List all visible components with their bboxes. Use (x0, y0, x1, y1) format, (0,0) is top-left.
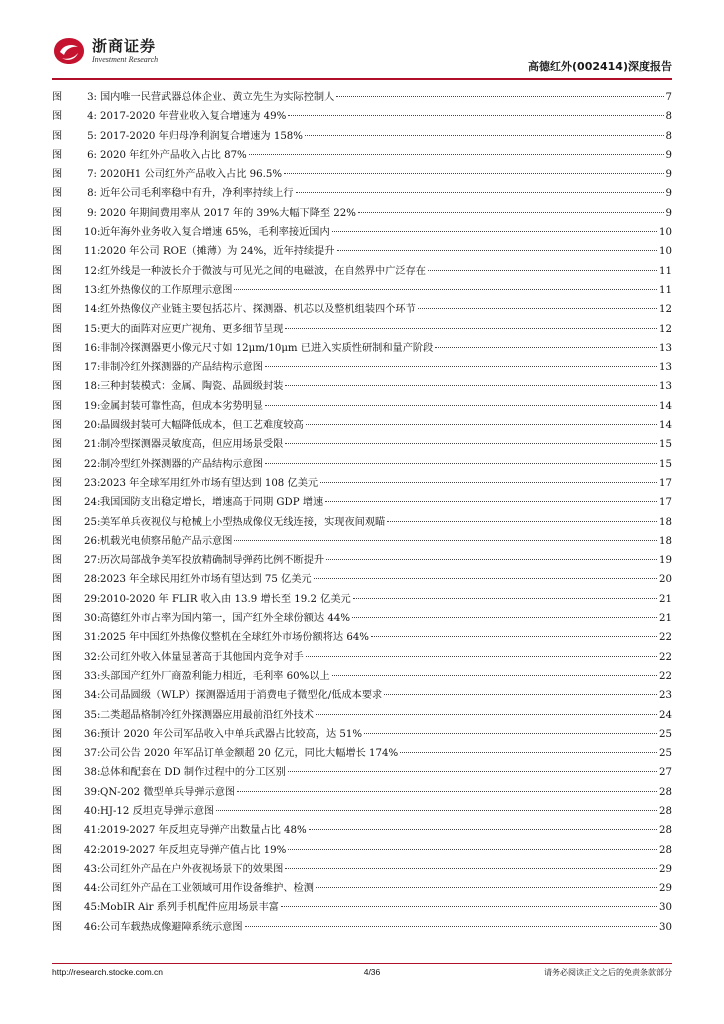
figure-number: 17: (84, 362, 101, 374)
page-ref: 17 (659, 497, 672, 509)
figure-title: 2023 年全球民用红外市场有望达到 75 亿美元 (100, 574, 312, 586)
dot-leader (284, 173, 664, 174)
toc-row[interactable] (52, 242, 672, 261)
page-ref: 13 (659, 381, 672, 393)
page-ref: 28 (659, 786, 672, 798)
toc-label: 图 (52, 246, 63, 258)
figure-title: 2025 年中国红外热像仪整机在全球红外市场份额将达 64% (100, 632, 369, 644)
figure-number: 38: (84, 767, 101, 779)
toc-row[interactable] (52, 918, 672, 937)
figure-title: 我国国防支出稳定增长，增速高于同期 GDP 增速 (100, 497, 324, 509)
dot-leader (353, 598, 657, 599)
logo-mark-icon (52, 36, 86, 66)
toc-row[interactable] (52, 300, 672, 319)
figure-number: 37: (84, 748, 101, 760)
figure-title: 2019-2027 年反坦克导弹产值占比 19% (100, 844, 287, 856)
toc-row[interactable] (52, 783, 672, 802)
toc-label: 图 (52, 400, 63, 412)
figure-number: 18: (84, 381, 101, 393)
toc-label: 图 (52, 825, 63, 837)
dot-leader (288, 849, 657, 850)
dot-leader (234, 540, 657, 541)
figure-number: 39: (84, 786, 101, 798)
toc-label: 图 (52, 670, 63, 682)
toc-row[interactable] (52, 551, 672, 570)
toc-row[interactable] (52, 860, 672, 879)
toc-label: 图 (52, 323, 63, 335)
toc-label: 图 (52, 651, 63, 663)
figure-number: 9: (87, 207, 97, 219)
figure-title: HJ-12 反坦克导弹示意图 (100, 805, 215, 817)
toc-label: 图 (52, 632, 63, 644)
figure-title: 历次局部战争美军投放精确制导弹药比例不断提升 (100, 555, 325, 567)
figure-title: 非制冷探测器更小像元尺寸如 12μm/10μm 已进入实质性研制和量产阶段 (100, 342, 434, 354)
dot-leader (281, 906, 657, 907)
dot-leader (332, 231, 657, 232)
figure-number: 12: (84, 265, 101, 277)
toc-row[interactable] (52, 262, 672, 281)
toc-label: 图 (52, 169, 63, 181)
dot-leader (296, 192, 664, 193)
toc-label: 图 (52, 111, 63, 123)
figure-title: 公司红外产品在工业领域可用作设备维护、检测 (100, 883, 314, 895)
figure-number: 29: (84, 593, 101, 605)
toc-row[interactable] (52, 88, 672, 107)
logo-name-en: Investment Research (92, 54, 159, 64)
figure-number: 28: (84, 574, 101, 586)
toc-label: 图 (52, 709, 63, 721)
figure-title: MobIR Air 系列手机配件应用场景丰富 (100, 902, 279, 914)
figure-title: 公司车载热成像避障系统示意图 (100, 921, 243, 933)
toc-label: 图 (52, 227, 63, 239)
page-ref: 13 (659, 362, 672, 374)
figure-title: 公司红外产品在户外夜视场景下的效果图 (100, 863, 284, 875)
page-ref: 22 (659, 632, 672, 644)
figure-number: 31: (84, 632, 101, 644)
figure-number: 21: (84, 439, 101, 451)
toc-label: 图 (52, 362, 63, 374)
figure-title: 2019-2027 年反坦克导弹产出数量占比 48% (100, 825, 307, 837)
toc-row[interactable] (52, 435, 672, 454)
toc-label: 图 (52, 342, 63, 354)
page-ref: 24 (659, 709, 672, 721)
figure-title: 2020 年红外产品收入占比 87% (100, 149, 247, 161)
figure-number: 23: (84, 477, 101, 489)
figure-title: 制冷型红外探测器的产品结构示意图 (100, 458, 263, 470)
figure-title: 总体和配套在 DD 制作过程中的分工区别 (100, 767, 286, 779)
page-ref: 17 (659, 477, 672, 489)
toc-row[interactable] (52, 358, 672, 377)
toc-row[interactable] (52, 590, 672, 609)
dot-leader (325, 501, 657, 502)
figure-title: 2020 年期间费用率从 2017 年的 39%大幅下降至 22% (100, 207, 356, 219)
figure-title: 近年公司毛利率稳中有升，净利率持续上行 (100, 188, 294, 200)
dot-leader (332, 675, 657, 676)
figure-title: 2020H1 公司红外产品收入占比 96.5% (100, 169, 283, 181)
page-ref: 21 (659, 613, 672, 625)
toc-label: 图 (52, 304, 63, 316)
figure-title: 2010-2020 年 FLIR 收入由 13.9 增长至 19.2 亿美元 (100, 593, 351, 605)
toc-row[interactable] (52, 281, 672, 300)
toc-row[interactable] (52, 107, 672, 126)
toc-row[interactable] (52, 146, 672, 165)
header-divider (52, 78, 672, 80)
dot-leader (384, 694, 657, 695)
toc-row[interactable] (52, 609, 672, 628)
figure-number: 26: (84, 535, 101, 547)
page-ref: 15 (659, 458, 672, 470)
figure-number: 16: (84, 342, 101, 354)
dot-leader (216, 810, 657, 811)
toc-row[interactable] (52, 821, 672, 840)
toc-label: 图 (52, 284, 63, 296)
dot-leader (428, 270, 657, 271)
dot-leader (306, 424, 657, 425)
toc-row[interactable] (52, 706, 672, 725)
dot-leader (245, 926, 657, 927)
figure-number: 3: (87, 92, 97, 103)
dot-leader (320, 482, 657, 483)
toc-label: 图 (52, 728, 63, 740)
dot-leader (285, 328, 657, 329)
dot-leader (237, 791, 657, 792)
page-ref: 9 (665, 149, 672, 161)
toc-label: 图 (52, 535, 63, 547)
page-ref: 19 (659, 555, 672, 567)
company-logo (52, 36, 158, 66)
toc-label: 图 (52, 149, 63, 161)
dot-leader (358, 212, 664, 213)
figure-number: 44: (84, 883, 101, 895)
dot-leader (337, 250, 657, 251)
figure-number: 24: (84, 497, 101, 509)
figure-title: 非制冷红外探测器的产品结构示意图 (100, 362, 263, 374)
dot-leader (316, 714, 657, 715)
footer-url-link[interactable]: http://research.stocke.com.cn (52, 967, 164, 977)
figure-number: 6: (87, 149, 97, 161)
page-ref: 28 (659, 805, 672, 817)
dot-leader (371, 636, 657, 637)
toc-label: 图 (52, 458, 63, 470)
figure-title: 公司红外收入体量显著高于其他国内竞争对手 (100, 651, 304, 663)
disclaimer-text: 请务必阅读正文之后的免责条款部分 (544, 968, 672, 977)
figure-number: 36: (84, 728, 101, 740)
figure-title: QN-202 微型单兵导弹示意图 (100, 786, 236, 798)
figure-title: 公司晶圆级（WLP）探测器适用于消费电子微型化/低成本要求 (100, 690, 383, 702)
dot-leader (285, 868, 657, 869)
dot-leader (418, 308, 657, 309)
figure-number: 45: (84, 902, 101, 914)
dot-leader (306, 656, 657, 657)
figure-title: 头部国产红外厂商盈利能力相近，毛利率 60%以上 (100, 670, 330, 682)
page-ref: 11 (659, 284, 672, 296)
toc-label: 图 (52, 690, 63, 702)
figure-number: 43: (84, 863, 101, 875)
toc-row[interactable] (52, 320, 672, 339)
toc-label: 图 (52, 593, 63, 605)
figure-title: 2017-2020 年归母净利润复合增速为 158% (100, 130, 303, 142)
toc-row[interactable] (52, 339, 672, 358)
page-ref: 20 (659, 574, 672, 586)
figure-title: 二类超晶格制冷红外探测器应用最前沿红外技术 (100, 709, 314, 721)
figure-number: 34: (84, 690, 101, 702)
toc-label: 图 (52, 748, 63, 760)
figure-number: 19: (84, 400, 101, 412)
figure-number: 8: (87, 188, 97, 200)
toc-label: 图 (52, 92, 63, 103)
page-ref: 18 (659, 535, 672, 547)
figure-number: 41: (84, 825, 101, 837)
page-ref: 30 (659, 921, 672, 933)
dot-leader (288, 115, 663, 116)
toc-label: 图 (52, 130, 63, 142)
page-ref: 15 (659, 439, 672, 451)
page-ref: 29 (659, 863, 672, 875)
figure-title: 红外线是一种波长介于微波与可见光之间的电磁波，在自然界中广泛存在 (100, 265, 426, 277)
toc-label: 图 (52, 613, 63, 625)
toc-label: 图 (52, 902, 63, 914)
figure-number: 4: (87, 111, 97, 123)
page-ref: 10 (659, 227, 672, 239)
figure-number: 13: (84, 284, 101, 296)
toc-row[interactable] (52, 474, 672, 493)
figure-number: 15: (84, 323, 101, 335)
page-ref: 12 (659, 323, 672, 335)
toc-row[interactable] (52, 802, 672, 821)
figure-title: 国内唯一民营武器总体企业、黄立先生为实际控制人 (100, 92, 335, 103)
page-ref: 21 (659, 593, 672, 605)
toc-label: 图 (52, 921, 63, 933)
page-ref: 9 (665, 169, 672, 181)
figure-title: 红外热像仪的工作原理示意图 (100, 284, 233, 296)
toc-row[interactable] (52, 377, 672, 396)
dot-leader (285, 385, 657, 386)
toc-row[interactable] (52, 455, 672, 474)
page-ref: 30 (659, 902, 672, 914)
toc-label: 图 (52, 863, 63, 875)
toc-row[interactable] (52, 667, 672, 686)
toc-label: 图 (52, 420, 63, 432)
dot-leader (316, 887, 657, 888)
toc-label: 图 (52, 844, 63, 856)
figure-number: 46: (84, 921, 101, 933)
toc-label: 图 (52, 188, 63, 200)
figure-number: 25: (84, 516, 101, 528)
toc-row[interactable] (52, 532, 672, 551)
page-ref: 11 (659, 265, 672, 277)
toc-row[interactable] (52, 725, 672, 744)
figure-number: 42: (84, 844, 101, 856)
page-ref: 9 (665, 207, 672, 219)
figure-number: 30: (84, 613, 101, 625)
dot-leader (265, 463, 657, 464)
toc-label: 图 (52, 883, 63, 895)
toc-row[interactable] (52, 493, 672, 512)
toc-row[interactable] (52, 223, 672, 242)
toc-row[interactable] (52, 763, 672, 782)
dot-leader (387, 521, 657, 522)
figure-number: 35: (84, 709, 101, 721)
toc-row[interactable] (52, 841, 672, 860)
toc-label: 图 (52, 767, 63, 779)
page-ref: 12 (659, 304, 672, 316)
figure-title: 公司公告 2020 年军品订单金额超 20 亿元，同比大幅增长 174% (100, 748, 399, 760)
figure-number: 22: (84, 458, 101, 470)
dot-leader (234, 289, 657, 290)
figure-title: 近年海外业务收入复合增速 65%，毛利率接近国内 (100, 227, 330, 239)
figure-title: 高德红外市占率为国内第一，国产红外全球份额达 44% (100, 613, 351, 625)
figure-title: 2020 年公司 ROE（摊薄）为 24%，近年持续提升 (100, 246, 335, 258)
toc-label: 图 (52, 555, 63, 567)
figure-number: 27: (84, 555, 101, 567)
page-ref: 25 (659, 728, 672, 740)
dot-leader (336, 96, 663, 97)
dot-leader (400, 752, 657, 753)
figure-title: 2017-2020 年营业收入复合增速为 49% (100, 111, 287, 123)
dot-leader (285, 443, 657, 444)
page-header (52, 36, 672, 78)
toc-row[interactable] (52, 744, 672, 763)
page-ref: 25 (659, 748, 672, 760)
dot-leader (314, 578, 657, 579)
figure-title: 红外热像仪产业链主要包括芯片、探测器、机芯以及整机组装四个环节 (100, 304, 416, 316)
figure-number: 40: (84, 805, 101, 817)
dot-leader (309, 829, 657, 830)
figure-number: 32: (84, 651, 101, 663)
toc-row[interactable] (52, 628, 672, 647)
toc-row[interactable] (52, 184, 672, 203)
toc-label: 图 (52, 574, 63, 586)
toc-label: 图 (52, 207, 63, 219)
figure-title: 预计 2020 年公司军品收入中单兵武器占比较高，达 51% (100, 728, 363, 740)
figure-number: 11: (84, 246, 101, 258)
figure-title: 2023 年全球军用红外市场有望达到 108 亿美元 (100, 477, 319, 489)
toc-label: 图 (52, 381, 63, 393)
dot-leader (288, 771, 657, 772)
toc-label: 图 (52, 497, 63, 509)
toc-label: 图 (52, 439, 63, 451)
footer-divider (52, 963, 672, 964)
figure-title: 晶圆级封装可大幅降低成本，但工艺难度较高 (100, 420, 304, 432)
figure-number: 5: (87, 130, 97, 142)
toc-row[interactable] (52, 397, 672, 416)
page-ref: 18 (659, 516, 672, 528)
page-ref: 14 (659, 400, 672, 412)
logo-name-cn: 浙商证券 (92, 36, 157, 55)
dot-leader (265, 366, 657, 367)
toc-row[interactable] (52, 416, 672, 435)
page-ref: 14 (659, 420, 672, 432)
dot-leader (265, 405, 657, 406)
page-ref: 23 (659, 690, 672, 702)
figure-number: 33: (84, 670, 101, 682)
figure-title: 金属封装可靠性高，但成本劣势明显 (100, 400, 263, 412)
page-ref: 13 (659, 342, 672, 354)
dot-leader (364, 733, 657, 734)
toc-row[interactable] (52, 513, 672, 532)
figure-number: 10: (84, 227, 101, 239)
toc-row[interactable] (52, 879, 672, 898)
figure-title: 美军单兵夜视仪与枪械上小型热成像仪无线连接，实现夜间观瞄 (100, 516, 386, 528)
figure-number: 20: (84, 420, 101, 432)
page-ref: 8 (665, 111, 672, 123)
toc-row[interactable] (52, 165, 672, 184)
page-number: 4/36 (363, 967, 381, 977)
toc-label: 图 (52, 786, 63, 798)
page-ref: 22 (659, 651, 672, 663)
toc-row[interactable] (52, 898, 672, 917)
toc-row[interactable] (52, 127, 672, 146)
toc-row[interactable] (52, 204, 672, 223)
toc-label: 图 (52, 805, 63, 817)
report-title: 高德红外(002414)深度报告 (528, 60, 672, 73)
page-ref: 28 (659, 825, 672, 837)
page-ref: 22 (659, 670, 672, 682)
page-ref: 29 (659, 883, 672, 895)
dot-leader (305, 135, 664, 136)
dot-leader (352, 617, 657, 618)
dot-leader (249, 154, 664, 155)
toc-row[interactable] (52, 648, 672, 667)
toc-label: 图 (52, 516, 63, 528)
figure-title: 三种封装模式：金属、陶瓷、晶圆级封装 (100, 381, 284, 393)
page-ref: 8 (665, 130, 672, 142)
figure-title: 更大的面阵对应更广视角、更多细节呈现 (100, 323, 284, 335)
dot-leader (326, 559, 657, 560)
page-ref: 9 (665, 188, 672, 200)
toc-row[interactable] (52, 686, 672, 705)
figure-number: 7: (87, 169, 97, 181)
figure-title: 制冷型探测器灵敏度高，但应用场景受限 (100, 439, 284, 451)
page-ref: 7 (665, 92, 672, 103)
toc-label: 图 (52, 477, 63, 489)
page-ref: 27 (659, 767, 672, 779)
dot-leader (435, 347, 657, 348)
figure-title: 机载光电侦察吊舱产品示意图 (100, 535, 233, 547)
page-ref: 10 (659, 246, 672, 258)
figure-index-list (52, 88, 672, 937)
page-ref: 28 (659, 844, 672, 856)
figure-number: 14: (84, 304, 101, 316)
toc-label: 图 (52, 265, 63, 277)
toc-row[interactable] (52, 570, 672, 589)
